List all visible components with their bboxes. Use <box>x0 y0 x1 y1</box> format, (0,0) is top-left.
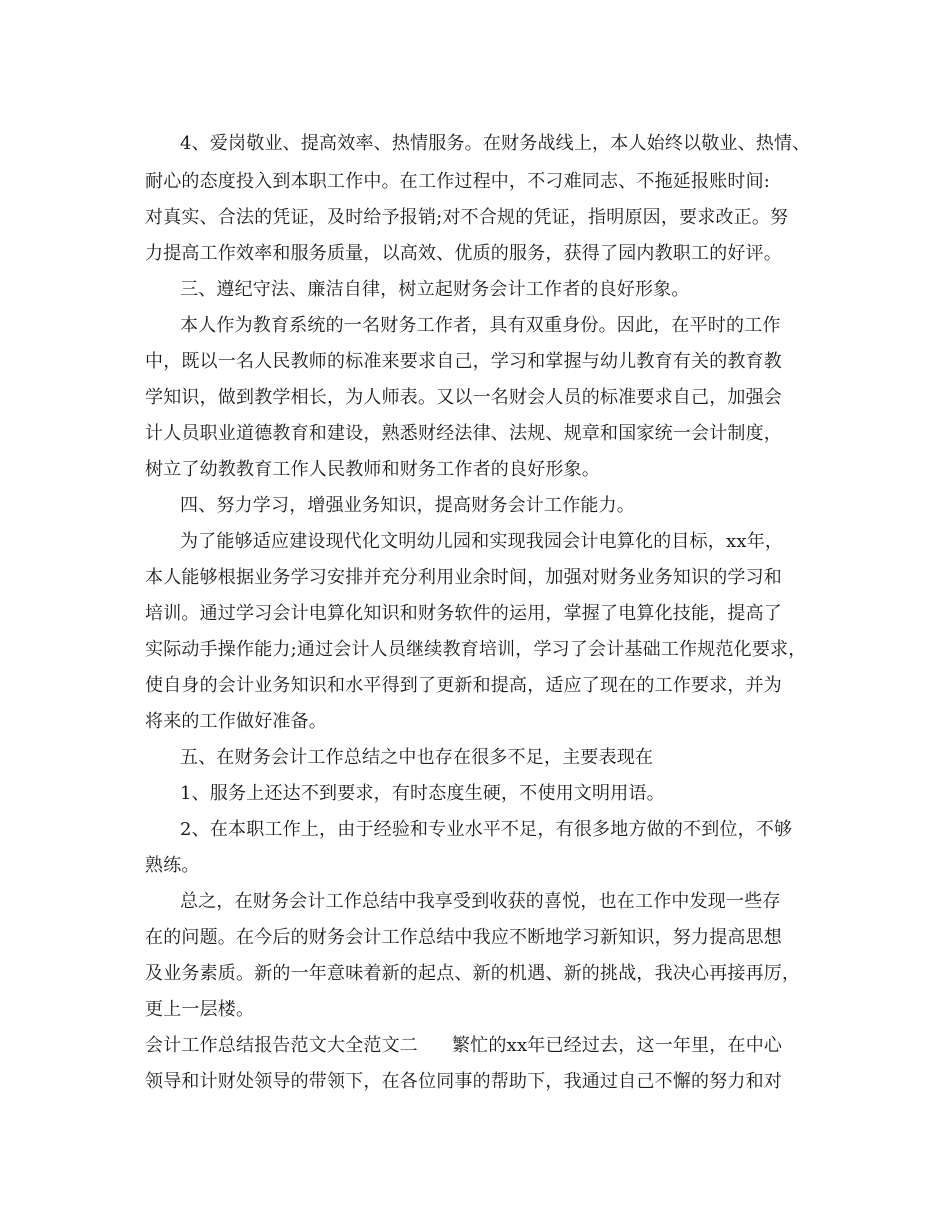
paragraph-line: 为了能够适应建设现代化文明幼儿园和实现我园会计电算化的目标，xx年， <box>180 531 784 552</box>
list-item: 2、在本职工作上，由于经验和专业水平不足，有很多地方做的不到位，不够 <box>180 819 793 840</box>
paragraph-line: 本人作为教育系统的一名财务工作者，具有双重身份。因此，在平时的工作 <box>180 315 781 336</box>
paragraph-line: 将来的工作做好准备。 <box>145 711 327 732</box>
paragraph-line: 更上一层楼。 <box>145 999 255 1020</box>
paragraph-line: 本人能够根据业务学习安排并充分利用业余时间，加强对财务业务知识的学习和 <box>145 567 782 588</box>
paragraph-line: 中，既以一名人民教师的标准来要求自己，学习和掌握与幼儿教育有关的教育教 <box>145 351 782 372</box>
paragraph-line: 在的问题。在今后的财务会计工作总结中我应不断地学习新知识，努力提高思想 <box>145 927 782 948</box>
section-heading: 五、在财务会计工作总结之中也存在很多不足，主要表现在 <box>180 747 654 768</box>
paragraph-line: 使自身的会计业务知识和水平得到了更新和提高，适应了现在的工作要求，并为 <box>145 675 782 696</box>
section-title: 会计工作总结报告范文大全范文二 <box>145 1035 418 1056</box>
paragraph-line: 领导和计财处领导的带领下，在各位同事的帮助下，我通过自己不懈的努力和对 <box>145 1071 782 1092</box>
paragraph-line: 树立了幼教教育工作人民教师和财务工作者的良好形象。 <box>145 459 600 480</box>
paragraph-line: 力提高工作效率和服务质量，以高效、优质的服务，获得了园内教职工的好评。 <box>145 243 782 264</box>
section-heading: 四、努力学习，增强业务知识，提高财务会计工作能力。 <box>180 495 635 516</box>
paragraph-line: 总之，在财务会计工作总结中我享受到收获的喜悦，也在工作中发现一些存 <box>180 891 781 912</box>
paragraph-line: 耐心的态度投入到本职工作中。在工作过程中，不刁难同志、不拖延报账时间: <box>145 171 771 192</box>
list-item: 1、服务上还达不到要求，有时态度生硬，不使用文明用语。 <box>180 783 665 804</box>
paragraph-line: 及业务素质。新的一年意味着新的起点、新的机遇、新的挑战，我决心再接再厉， <box>145 963 801 984</box>
paragraph-line: 对真实、合法的凭证，及时给予报销;对不合规的凭证，指明原因，要求改正。努 <box>145 207 789 228</box>
section-heading: 三、遵纪守法、廉洁自律，树立起财务会计工作者的良好形象。 <box>180 279 690 300</box>
paragraph-line: 计人员职业道德教育和建设，熟悉财经法律、法规、规章和国家统一会计制度， <box>145 423 782 444</box>
paragraph-line: 学知识，做到教学相长，为人师表。又以一名财会人员的标准要求自己，加强会 <box>145 387 782 408</box>
paragraph-line: 4、爱岗敬业、提高效率、热情服务。在财务战线上，本人始终以敬业、热情、 <box>180 133 811 154</box>
paragraph-line: 培训。通过学习会计电算化知识和财务软件的运用，掌握了电算化技能，提高了 <box>145 603 782 624</box>
paragraph-line: 实际动手操作能力;通过会计人员继续教育培训，学习了会计基础工作规范化要求， <box>145 639 807 660</box>
paragraph-line: 熟练。 <box>145 855 200 876</box>
section-lead: 繁忙的xx年已经过去，这一年里，在中心 <box>452 1035 783 1056</box>
section-title-line <box>145 1035 782 1057</box>
